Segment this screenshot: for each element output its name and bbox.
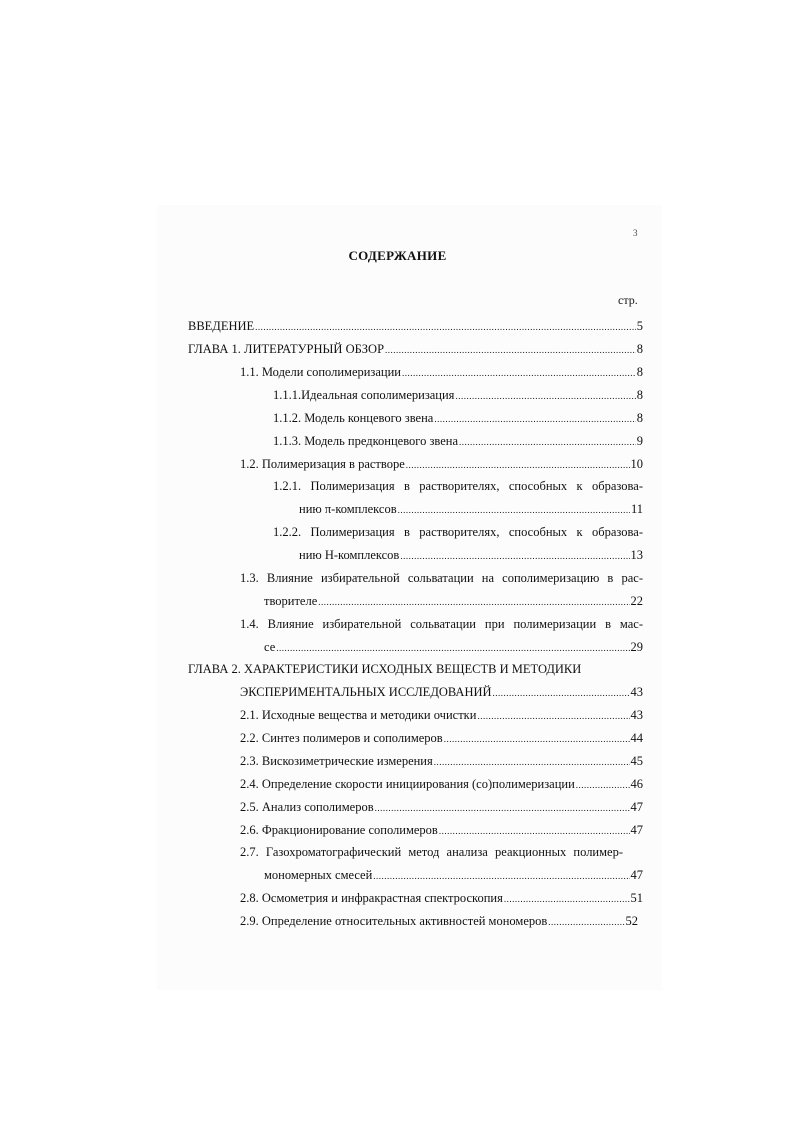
toc-entry-2-8: 2.8. Осмометрия и инфракрастная спектроскопия ..... 51 [240, 891, 643, 907]
toc-entry-chapter-2: ЭКСПЕРИМЕНТАЛЬНЫХ ИССЛЕДОВАНИЙ ..... 43 [240, 685, 643, 701]
toc-entry-1-4-line1: 1.4. Влияние избирательной сольватации при полимеризации в мас- [240, 617, 643, 631]
page-title: СОДЕРЖАНИЕ [348, 248, 447, 263]
toc-entry-1-1-2: 1.1.2. Модель концевого звена ..... 8 [273, 411, 643, 427]
toc-entry-1-1-1: 1.1.1.Идеальная сополимеризация ..... 8 [273, 388, 643, 404]
toc-entry-1-2: 1.2. Полимеризация в растворе ..... 10 [240, 457, 643, 473]
toc-entry-intro: ВВЕДЕНИЕ ..... 5 [188, 319, 643, 335]
toc-entry-2-2: 2.2. Синтез полимеров и сополимеров ..... 44 [240, 731, 643, 747]
toc-entry-1-4: се ..... 29 [264, 640, 643, 656]
toc-entry-2-4: 2.4. Определение скорости инициирования (со)полимеризации ..... 46 [240, 777, 643, 793]
toc-entry-2-3: 2.3. Вискозиметрические измерения ..... 45 [240, 754, 643, 770]
toc-entry-2-7: мономерных смесей ..... 47 [264, 868, 643, 884]
toc-entry-2-1: 2.1. Исходные вещества и методики очистки ..... 43 [240, 708, 643, 724]
toc-entry-1-2-1-line1: 1.2.1. Полимеризация в растворителях, способных к образова- [273, 479, 643, 493]
page-number: 3 [633, 228, 638, 238]
toc-entry-2-7-line1: 2.7. Газохроматографический метод анализа реакционных полимер- [240, 845, 623, 859]
toc-entry-1-3: творителе ..... 22 [264, 594, 643, 610]
toc-entry-2-5: 2.5. Анализ сополимеров ..... 47 [240, 800, 643, 816]
toc-entry-2-9: 2.9. Определение относительных активностей мономеров ..... 52 [240, 914, 638, 930]
page-column-label: стр. [618, 293, 638, 307]
toc-entry-1-2-2: нию Н-комплексов ..... 13 [299, 548, 643, 564]
toc-entry-2-6: 2.6. Фракционирование сополимеров ..... 47 [240, 823, 643, 839]
toc-entry-chapter-1: ГЛАВА 1. ЛИТЕРАТУРНЫЙ ОБЗОР ..... 8 [188, 342, 643, 358]
toc-entry-1-1-3: 1.1.3. Модель предконцевого звена ..... 9 [273, 434, 643, 450]
toc-entry-1-3-line1: 1.3. Влияние избирательной сольватации на сополимеризацию в рас- [240, 571, 643, 585]
toc-entry-1-1: 1.1. Модели сополимеризации ..... 8 [240, 365, 643, 381]
toc-entry-chapter-2-line1: ГЛАВА 2. ХАРАКТЕРИСТИКИ ИСХОДНЫХ ВЕЩЕСТВ И МЕТОДИКИ [188, 662, 582, 676]
toc-entry-1-2-1: нию π-комплексов ..... 11 [299, 502, 643, 518]
toc-entry-1-2-2-line1: 1.2.2. Полимеризация в растворителях, способных к образова- [273, 525, 643, 539]
